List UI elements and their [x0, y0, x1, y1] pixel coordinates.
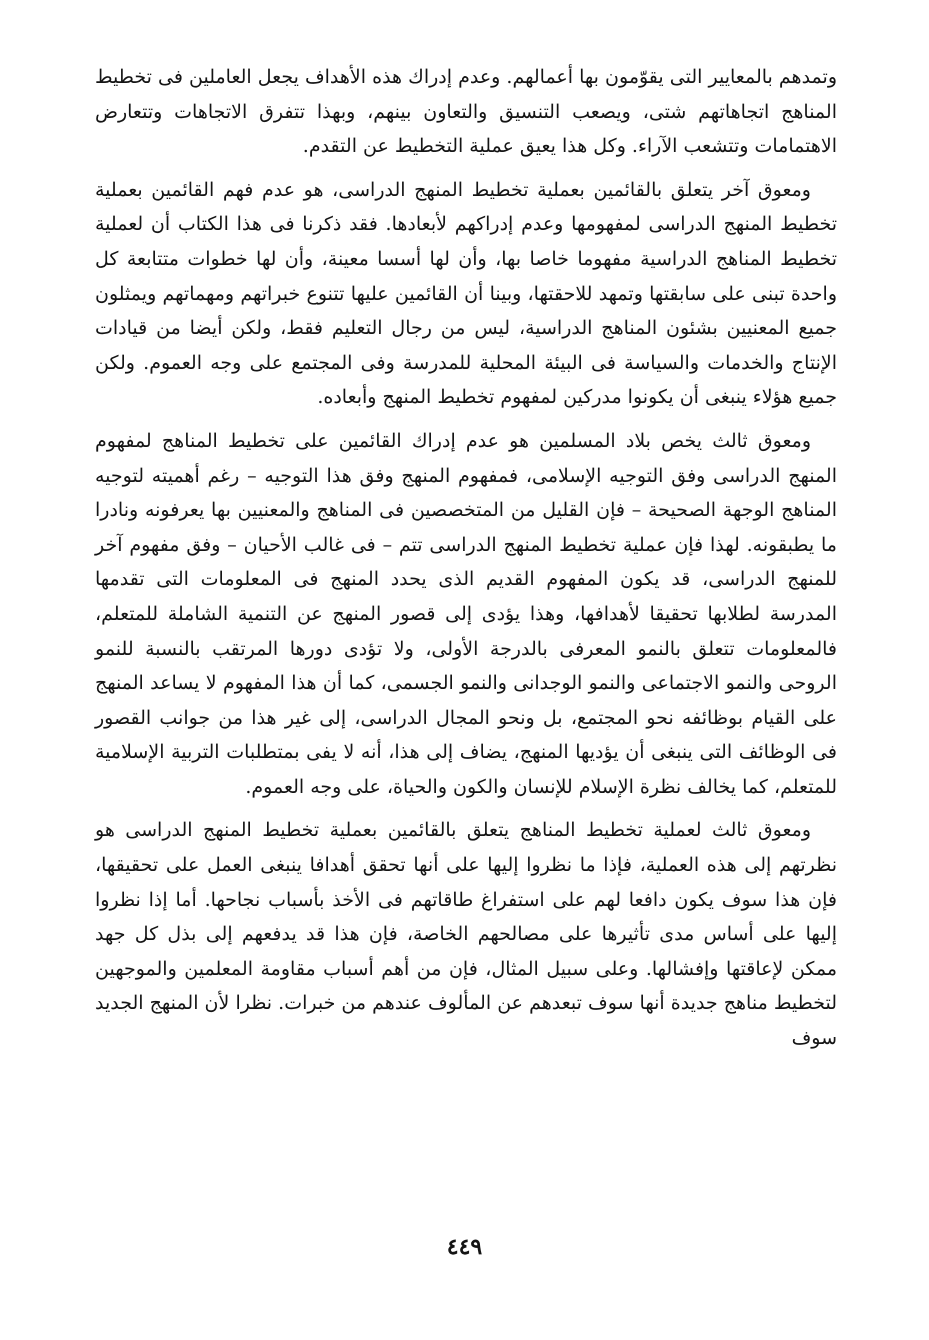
paragraph-3: ومعوق ثالث يخص بلاد المسلمين هو عدم إدراك القائمين على تخطيط المناهج لمفهوم المنهج الدراسى وفق التوجيه الإسلامى، فمفهوم المنهج وفق هذا التوجيه – رغم أهميته لتوجيه المناهج الوجهة الصحيحة – فإن القليل من المتخصصين فى المناهج والمعنيين بها يعرفونه ونادرا ما يطبقونه. لهذا فإن عملية تخطيط المنهج الدراسى تتم – فى غالب الأحيان – وفق مفهوم آخر للمنهج الدراسى، قد يكون المفهوم القديم الذى يحدد المنهج فى المعلومات التى تقدمها المدرسة لطلابها تحقيقا لأهدافها، وهذا يؤدى إلى قصور المنهج عن التنمية الشاملة للمتعلم، فالمعلومات تتعلق بالنمو المعرفى بالدرجة الأولى، ولا تؤدى دورها المرتقب بالنسبة للنمو الروحى والنمو الاجتماعى والنمو الوجدانى والنمو الجسمى، كما أن هذا المفهوم لا يساعد المنهج على القيام بوظائفه نحو المجتمع، بل ونحو المجال الدراسى، إلى غير هذا من جوانب القصور فى الوظائف التى ينبغى أن يؤديها المنهج، يضاف إلى هذا، أنه لا يفى بمتطلبات التربية الإسلامية للمتعلم، كما يخالف نظرة الإسلام للإنسان والكون والحياة، على وجه العموم.: [95, 429, 837, 798]
paragraph-4: ومعوق ثالث لعملية تخطيط المناهج يتعلق بالقائمين بعملية تخطيط المنهج الدراسى هو نظرتهم إلى هذه العملية، فإذا ما نظروا إليها على أنها تحقق أهدافا ينبغى العمل على تحقيقها، فإن هذا سوف يكون دافعا لهم على استفراغ طاقاتهم فى الأخذ بأسباب نجاحها. أما إذا نظروا إليها على أساس مدى تأثيرها على مصالحهم الخاصة، فإن هذا قد يدفعهم إلى بذل كل جهد ممكن لإعاقتها وإفشالها. وعلى سبيل المثال، فإن من أهم أسباب مقاومة المعلمين والموجهين لتخطيط مناهج جديدة أنها سوف تبعدهم عن المألوف عندهم من خبرات. نظرا لأن المنهج الجديد سوف: [95, 819, 837, 1050]
paragraph-1: وتمدهم بالمعايير التى يقوّمون بها أعمالهم. وعدم إدراك هذه الأهداف يجعل العاملين فى تخطيط المناهج اتجاهاتهم شتى، ويصعب التنسيق والتعاون بينهم، وبهذا تتفرق الاتجاهات وتتعارض الاهتمامات وتتشعب الآراء. وكل هذا يعيق عملية التخطيط عن التقدم.: [95, 66, 837, 158]
page-body: [95, 60, 837, 1056]
paragraph-2: ومعوق آخر يتعلق بالقائمين بعملية تخطيط المنهج الدراسى، هو عدم فهم القائمين بعملية تخطيط المنهج الدراسى لمفهومها وعدم إدراكهم لأبعادها. فقد ذكرنا فى هذا الكتاب أن لعملية تخطيط المناهج الدراسية مفهوما خاصا بها، وأن لها أسسا معينة، وأن لها خطوات متتابعة كل واحدة تبنى على سابقتها وتمهد للاحقتها، وبينا أن القائمين عليها تتنوع خبراتهم ومهماتهم ويمثلون جميع المعنيين بشئون المناهج الدراسية، ليس من رجال التعليم فقط، ولكن أيضا من قيادات الإنتاج والخدمات والسياسة فى البيئة المحلية للمدرسة وفى المجتمع على وجه العموم. ولكن جميع هؤلاء ينبغى أن يكونوا مدركين لمفهوم تخطيط المنهج وأبعاده.: [95, 178, 837, 409]
page-number: ٤٤٩: [446, 1234, 483, 1260]
